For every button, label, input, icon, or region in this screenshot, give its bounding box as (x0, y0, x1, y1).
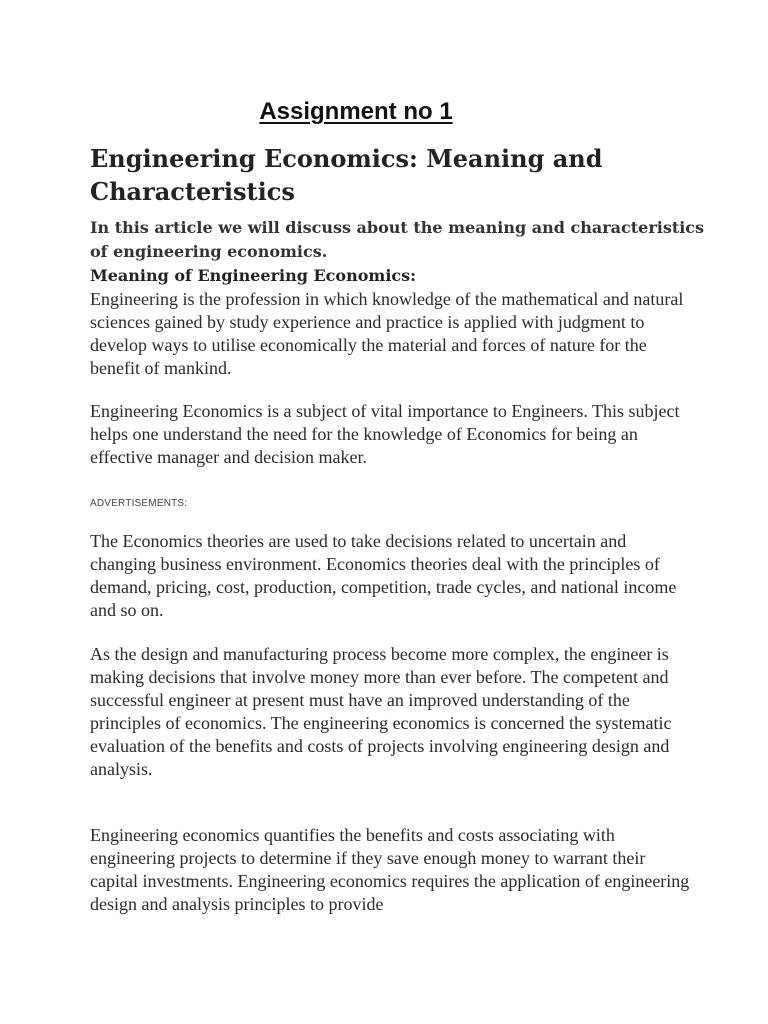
paragraph-3: The Economics theories are used to take decisions related to uncertain and changing business environment. Economics theories deal with the principles of demand, pricing, cost, production, competition, trade cycles, and national income and so on. (90, 531, 677, 620)
article-intro: In this article we will discuss about the meaning and characteristics of engineering economics. (90, 218, 705, 261)
paragraph-5: Engineering economics quantifies the benefits and costs associating with engineering projects to determine if they save enough money to warrant their capital investments. Engineering economics requires the application of engineering design and analysis principles to provide (90, 825, 690, 914)
paragraph-4: As the design and manufacturing process become more complex, the engineer is making decisions that involve money more than ever before. The competent and successful engineer at present must have an improved understanding of the principles of economics. The engineering economics is concerned the systematic evaluation of the benefits and costs of projects involving engineering design and analysis. (90, 644, 672, 779)
paragraph-1: Engineering is the profession in which knowledge of the mathematical and natural sciences gained by study experience and practice is applied with judgment to develop ways to utilise economically the material and forces of nature for the benefit of mankind. (90, 289, 684, 378)
advertisements-label: ADVERTISEMENTS: (90, 498, 188, 509)
section-heading: Meaning of Engineering Economics: (90, 266, 417, 285)
assignment-title: Assignment no 1 (259, 98, 453, 125)
paragraph-2: Engineering Economics is a subject of vital importance to Engineers. This subject helps one understand the need for the knowledge of Economics for being an effective manager and decision maker. (90, 401, 680, 467)
article-title: Engineering Economics: Meaning and Characteristics (90, 144, 603, 206)
